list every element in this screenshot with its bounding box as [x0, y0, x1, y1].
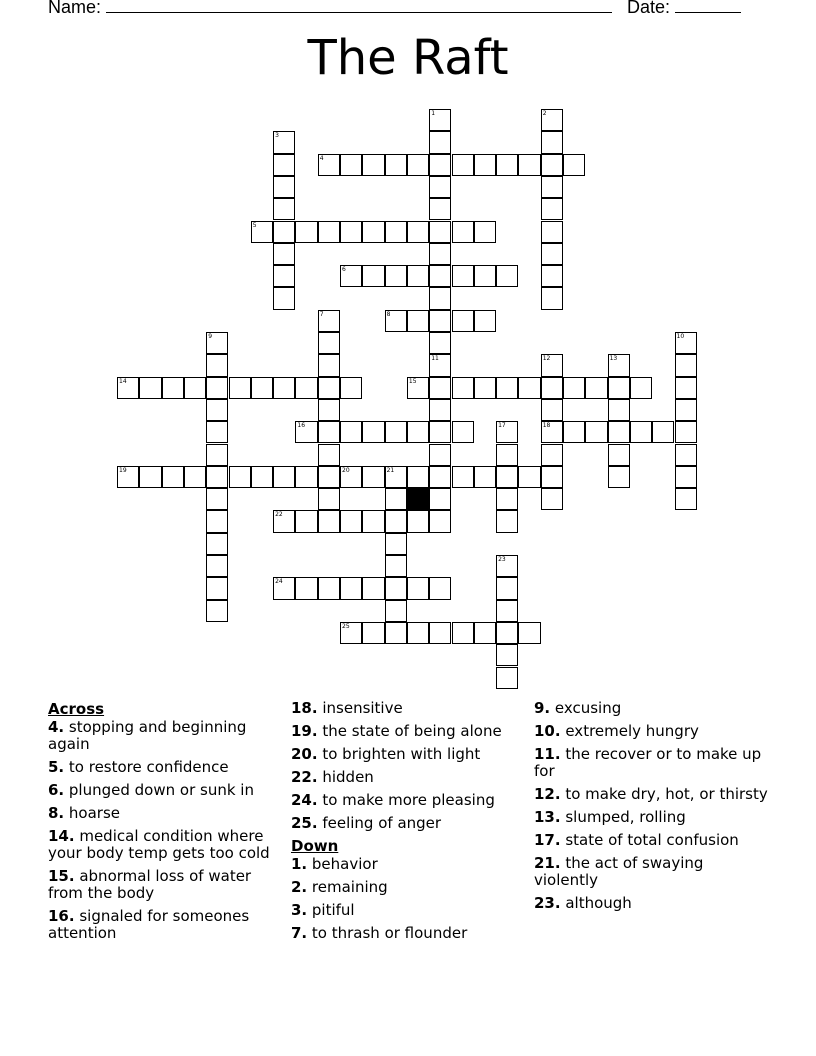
grid-cell[interactable] [273, 198, 295, 220]
grid-cell[interactable] [318, 421, 340, 443]
grid-cell[interactable] [429, 287, 451, 309]
grid-cell[interactable] [452, 221, 474, 243]
clue-item [48, 908, 286, 942]
clue-item [291, 902, 529, 919]
grid-cell[interactable] [429, 421, 451, 443]
clue-number: 11. [534, 745, 561, 763]
grid-cell[interactable] [295, 377, 317, 399]
grid-cell[interactable] [429, 131, 451, 153]
grid-cell[interactable] [429, 444, 451, 466]
clue-number: 25. [291, 814, 318, 832]
clue-text: medical condition where your body temp gets too cold [48, 827, 270, 862]
cell-number: 2 [542, 110, 547, 117]
clue-text: hoarse [64, 804, 120, 822]
grid-cell[interactable] [184, 377, 206, 399]
grid-cell[interactable] [385, 154, 407, 176]
clue-item [534, 746, 772, 780]
grid-cell[interactable] [429, 622, 451, 644]
cell-number: 3 [275, 132, 279, 140]
grid-cell[interactable] [541, 176, 563, 198]
clues-column-2 [291, 700, 529, 948]
grid-cell[interactable] [385, 310, 407, 332]
grid-cell[interactable] [518, 377, 540, 399]
clue-number: 16. [48, 907, 75, 925]
across-heading: Across [48, 700, 105, 718]
grid-cell[interactable] [162, 377, 184, 399]
grid-cell[interactable] [429, 488, 451, 510]
clue-item [48, 782, 286, 799]
grid-cell[interactable] [295, 466, 317, 488]
clue-number: 6. [48, 781, 65, 799]
grid-cell[interactable] [273, 131, 295, 153]
clue-item [291, 700, 529, 717]
clue-number: 4. [48, 718, 65, 736]
grid-cell[interactable] [541, 154, 563, 176]
cell-number: 21 [386, 466, 395, 474]
black-cell [407, 488, 429, 510]
clue-text: behavior [307, 855, 378, 873]
grid-cell[interactable] [429, 198, 451, 220]
grid-cell[interactable] [474, 265, 496, 287]
grid-cell[interactable] [563, 377, 585, 399]
grid-cell[interactable] [385, 265, 407, 287]
cell-number: 4 [319, 154, 324, 162]
grid-cell[interactable] [608, 399, 630, 421]
grid-cell[interactable] [452, 265, 474, 287]
clue-number: 24. [291, 791, 318, 809]
clue-text: feeling of anger [317, 814, 442, 832]
grid-cell[interactable] [318, 310, 340, 332]
clues-column-1 [48, 700, 286, 948]
clue-number: 7. [291, 924, 308, 942]
clue-item [534, 723, 772, 740]
clue-number: 14. [48, 827, 75, 845]
grid-cell[interactable] [429, 154, 451, 176]
cell-number: 17 [498, 422, 506, 430]
grid-cell[interactable] [206, 444, 228, 466]
grid-cell[interactable] [251, 377, 273, 399]
clue-text: although [560, 894, 632, 912]
cell-number: 12 [542, 355, 551, 363]
grid-cell[interactable] [630, 421, 652, 443]
grid-cell[interactable] [273, 176, 295, 198]
grid-cell[interactable] [541, 243, 563, 265]
clue-number: 13. [534, 808, 561, 826]
cell-number: 7 [319, 310, 324, 318]
down-heading: Down [291, 837, 339, 855]
clue-number: 15. [48, 867, 75, 885]
grid-cell[interactable] [429, 577, 451, 599]
grid-cell[interactable] [541, 488, 563, 510]
grid-cell[interactable] [273, 510, 295, 532]
grid-cell[interactable] [496, 577, 518, 599]
grid-cell[interactable] [429, 310, 451, 332]
clue-text: slumped, rolling [560, 808, 686, 826]
grid-cell[interactable] [184, 466, 206, 488]
grid-cell[interactable] [318, 577, 340, 599]
clue-item [534, 809, 772, 826]
clue-number: 12. [534, 785, 561, 803]
cell-number: 20 [342, 466, 350, 474]
grid-cell[interactable] [206, 577, 228, 599]
grid-cell[interactable] [385, 600, 407, 622]
clue-number: 21. [534, 854, 561, 872]
grid-cell[interactable] [518, 466, 540, 488]
grid-cell[interactable] [117, 377, 139, 399]
grid-cell[interactable] [541, 377, 563, 399]
cell-number: 19 [119, 466, 127, 474]
cell-number: 9 [208, 333, 213, 340]
clue-number: 8. [48, 804, 65, 822]
grid-cell[interactable] [206, 533, 228, 555]
grid-cell[interactable] [608, 466, 630, 488]
grid-cell[interactable] [273, 265, 295, 287]
grid-cell[interactable] [608, 377, 630, 399]
grid-cell[interactable] [675, 421, 697, 443]
cell-number: 16 [297, 422, 306, 430]
grid-cell[interactable] [407, 510, 429, 532]
clue-number: 17. [534, 831, 561, 849]
grid-cell[interactable] [496, 466, 518, 488]
grid-cell[interactable] [273, 243, 295, 265]
grid-cell[interactable] [608, 444, 630, 466]
grid-cell[interactable] [318, 221, 340, 243]
clue-item [48, 868, 286, 902]
grid-cell[interactable] [206, 600, 228, 622]
grid-cell[interactable] [407, 466, 429, 488]
grid-cell[interactable] [340, 265, 362, 287]
cell-number: 11 [431, 355, 439, 363]
grid-cell[interactable] [496, 444, 518, 466]
grid-cell[interactable] [496, 154, 518, 176]
grid-cell[interactable] [340, 466, 362, 488]
grid-cell[interactable] [541, 421, 563, 443]
grid-cell[interactable] [452, 154, 474, 176]
clue-text: to brighten with light [317, 745, 481, 763]
clue-text: hidden [317, 768, 374, 786]
grid-cell[interactable] [652, 421, 674, 443]
grid-cell[interactable] [518, 154, 540, 176]
grid-cell[interactable] [407, 421, 429, 443]
clue-item [291, 856, 529, 873]
grid-cell[interactable] [362, 466, 384, 488]
grid-cell[interactable] [474, 466, 496, 488]
clue-text: state of total confusion [560, 831, 739, 849]
grid-cell[interactable] [429, 109, 451, 131]
grid-cell[interactable] [518, 622, 540, 644]
grid-cell[interactable] [407, 377, 429, 399]
grid-cell[interactable] [385, 421, 407, 443]
grid-cell[interactable] [385, 221, 407, 243]
grid-cell[interactable] [206, 488, 228, 510]
clue-item [291, 815, 529, 832]
clue-text: to thrash or flounder [307, 924, 468, 942]
grid-cell[interactable] [206, 510, 228, 532]
grid-cell[interactable] [496, 421, 518, 443]
grid-cell[interactable] [340, 377, 362, 399]
grid-cell[interactable] [340, 577, 362, 599]
grid-cell[interactable] [429, 466, 451, 488]
grid-cell[interactable] [385, 466, 407, 488]
date-label: Date: [627, 0, 671, 17]
grid-cell[interactable] [385, 488, 407, 510]
grid-cell[interactable] [340, 510, 362, 532]
grid-cell[interactable] [452, 466, 474, 488]
grid-cell[interactable] [273, 221, 295, 243]
grid-cell[interactable] [318, 466, 340, 488]
grid-cell[interactable] [206, 377, 228, 399]
cell-number: 5 [252, 221, 257, 229]
grid-cell[interactable] [474, 221, 496, 243]
grid-cell[interactable] [295, 577, 317, 599]
grid-cell[interactable] [429, 176, 451, 198]
grid-cell[interactable] [295, 221, 317, 243]
grid-cell[interactable] [496, 377, 518, 399]
cell-number: 6 [342, 266, 346, 274]
clue-text: the recover or to make up for [534, 745, 762, 780]
clue-item [534, 700, 772, 717]
clue-item [291, 723, 529, 740]
grid-cell[interactable] [541, 287, 563, 309]
clue-text: to restore confidence [64, 758, 229, 776]
grid-cell[interactable] [452, 421, 474, 443]
grid-cell[interactable] [273, 466, 295, 488]
clue-number: 5. [48, 758, 65, 776]
grid-cell[interactable] [452, 377, 474, 399]
clue-number: 18. [291, 699, 318, 717]
grid-cell[interactable] [162, 466, 184, 488]
clue-number: 19. [291, 722, 318, 740]
grid-cell[interactable] [429, 399, 451, 421]
clue-item [48, 759, 286, 776]
grid-cell[interactable] [206, 332, 228, 354]
grid-cell[interactable] [206, 555, 228, 577]
grid-cell[interactable] [362, 421, 384, 443]
clue-item [291, 792, 529, 809]
grid-cell[interactable] [429, 265, 451, 287]
clue-item [534, 895, 772, 912]
grid-cell[interactable] [318, 154, 340, 176]
clue-number: 20. [291, 745, 318, 763]
grid-cell[interactable] [407, 310, 429, 332]
clue-number: 1. [291, 855, 308, 873]
grid-cell[interactable] [675, 332, 697, 354]
grid-cell[interactable] [385, 577, 407, 599]
clue-number: 9. [534, 699, 551, 717]
grid-cell[interactable] [318, 332, 340, 354]
grid-cell[interactable] [295, 421, 317, 443]
grid-cell[interactable] [608, 421, 630, 443]
clue-text: abnormal loss of water from the body [48, 867, 252, 902]
grid-cell[interactable] [541, 221, 563, 243]
clue-item [534, 855, 772, 889]
grid-cell[interactable] [273, 287, 295, 309]
grid-cell[interactable] [117, 466, 139, 488]
clue-number: 10. [534, 722, 561, 740]
grid-cell[interactable] [585, 377, 607, 399]
grid-cell[interactable] [340, 421, 362, 443]
grid-cell[interactable] [318, 399, 340, 421]
clue-item [48, 805, 286, 822]
grid-cell[interactable] [496, 555, 518, 577]
clue-item [291, 769, 529, 786]
grid-cell[interactable] [474, 154, 496, 176]
clue-number: 22. [291, 768, 318, 786]
grid-cell[interactable] [429, 221, 451, 243]
grid-cell[interactable] [407, 265, 429, 287]
grid-cell[interactable] [340, 154, 362, 176]
grid-cell[interactable] [541, 131, 563, 153]
clue-text: stopping and beginning again [48, 718, 247, 753]
grid-cell[interactable] [675, 466, 697, 488]
clue-number: 3. [291, 901, 308, 919]
grid-cell[interactable] [407, 154, 429, 176]
grid-cell[interactable] [429, 510, 451, 532]
grid-cell[interactable] [675, 354, 697, 376]
cell-number: 8 [386, 310, 391, 318]
grid-cell[interactable] [675, 377, 697, 399]
clue-text: to make dry, hot, or thirsty [560, 785, 768, 803]
cell-number: 18 [542, 422, 551, 430]
grid-cell[interactable] [496, 622, 518, 644]
clues-column-3 [534, 700, 772, 918]
grid-cell[interactable] [541, 466, 563, 488]
grid-cell[interactable] [474, 622, 496, 644]
clue-number: 2. [291, 878, 308, 896]
cell-number: 13 [609, 355, 618, 363]
grid-cell[interactable] [496, 644, 518, 666]
grid-cell[interactable] [429, 377, 451, 399]
grid-cell[interactable] [452, 310, 474, 332]
clue-text: the act of swaying violently [534, 854, 704, 889]
grid-cell[interactable] [362, 221, 384, 243]
cell-number: 23 [498, 556, 506, 563]
grid-cell[interactable] [407, 622, 429, 644]
grid-cell[interactable] [318, 488, 340, 510]
clue-item [48, 719, 286, 753]
grid-cell[interactable] [206, 354, 228, 376]
cell-number: 1 [431, 110, 436, 117]
grid-cell[interactable] [496, 600, 518, 622]
grid-cell[interactable] [318, 510, 340, 532]
grid-cell[interactable] [563, 421, 585, 443]
clue-text: the state of being alone [317, 722, 502, 740]
grid-cell[interactable] [139, 466, 161, 488]
grid-cell[interactable] [630, 377, 652, 399]
clue-text: insensitive [317, 699, 403, 717]
grid-cell[interactable] [474, 310, 496, 332]
clue-text: plunged down or sunk in [64, 781, 254, 799]
grid-cell[interactable] [273, 154, 295, 176]
cell-number: 22 [275, 511, 283, 519]
grid-cell[interactable] [229, 377, 251, 399]
clue-item [291, 879, 529, 896]
grid-cell[interactable] [139, 377, 161, 399]
grid-cell[interactable] [474, 377, 496, 399]
cell-number: 15 [408, 377, 417, 385]
grid-cell[interactable] [496, 265, 518, 287]
grid-cell[interactable] [675, 399, 697, 421]
grid-cell[interactable] [496, 667, 518, 689]
clue-item [291, 746, 529, 763]
grid-cell[interactable] [563, 154, 585, 176]
grid-cell[interactable] [340, 622, 362, 644]
cell-number: 25 [342, 622, 350, 630]
grid-cell[interactable] [340, 221, 362, 243]
grid-cell[interactable] [541, 109, 563, 131]
clue-item [534, 832, 772, 849]
page-title: The Raft [307, 30, 509, 86]
grid-cell[interactable] [362, 510, 384, 532]
grid-cell[interactable] [541, 444, 563, 466]
grid-cell[interactable] [541, 198, 563, 220]
grid-cell[interactable] [295, 510, 317, 532]
clue-text: signaled for someones attention [48, 907, 250, 942]
grid-cell[interactable] [385, 533, 407, 555]
grid-cell[interactable] [429, 332, 451, 354]
clue-text: remaining [307, 878, 388, 896]
grid-cell[interactable] [362, 154, 384, 176]
cell-number: 24 [275, 578, 283, 586]
clue-text: excusing [550, 699, 622, 717]
grid-cell[interactable] [206, 399, 228, 421]
grid-cell[interactable] [429, 354, 451, 376]
grid-cell[interactable] [541, 354, 563, 376]
clue-text: pitiful [307, 901, 355, 919]
cell-number: 14 [119, 377, 127, 385]
grid-cell[interactable] [385, 622, 407, 644]
name-label: Name: [48, 0, 102, 17]
clue-text: to make more pleasing [317, 791, 495, 809]
grid-cell[interactable] [229, 466, 251, 488]
grid-cell[interactable] [675, 488, 697, 510]
grid-cell[interactable] [541, 265, 563, 287]
grid-cell[interactable] [206, 466, 228, 488]
grid-cell[interactable] [251, 221, 273, 243]
clue-item [48, 828, 286, 862]
grid-cell[interactable] [362, 265, 384, 287]
grid-cell[interactable] [541, 399, 563, 421]
grid-cell[interactable] [206, 421, 228, 443]
cell-number: 10 [676, 333, 685, 340]
grid-cell[interactable] [251, 466, 273, 488]
grid-cell[interactable] [318, 354, 340, 376]
grid-cell[interactable] [585, 421, 607, 443]
grid-cell[interactable] [675, 444, 697, 466]
clue-item [534, 786, 772, 803]
grid-cell[interactable] [496, 510, 518, 532]
grid-cell[interactable] [452, 622, 474, 644]
grid-cell[interactable] [407, 221, 429, 243]
grid-cell[interactable] [318, 377, 340, 399]
grid-cell[interactable] [362, 622, 384, 644]
clue-number: 23. [534, 894, 561, 912]
grid-cell[interactable] [385, 510, 407, 532]
grid-cell[interactable] [273, 577, 295, 599]
grid-cell[interactable] [407, 577, 429, 599]
clue-item [291, 925, 529, 942]
grid-cell[interactable] [608, 354, 630, 376]
grid-cell[interactable] [318, 444, 340, 466]
grid-cell[interactable] [273, 377, 295, 399]
grid-cell[interactable] [496, 488, 518, 510]
grid-cell[interactable] [362, 577, 384, 599]
clue-text: extremely hungry [560, 722, 699, 740]
grid-cell[interactable] [385, 555, 407, 577]
grid-cell[interactable] [429, 243, 451, 265]
